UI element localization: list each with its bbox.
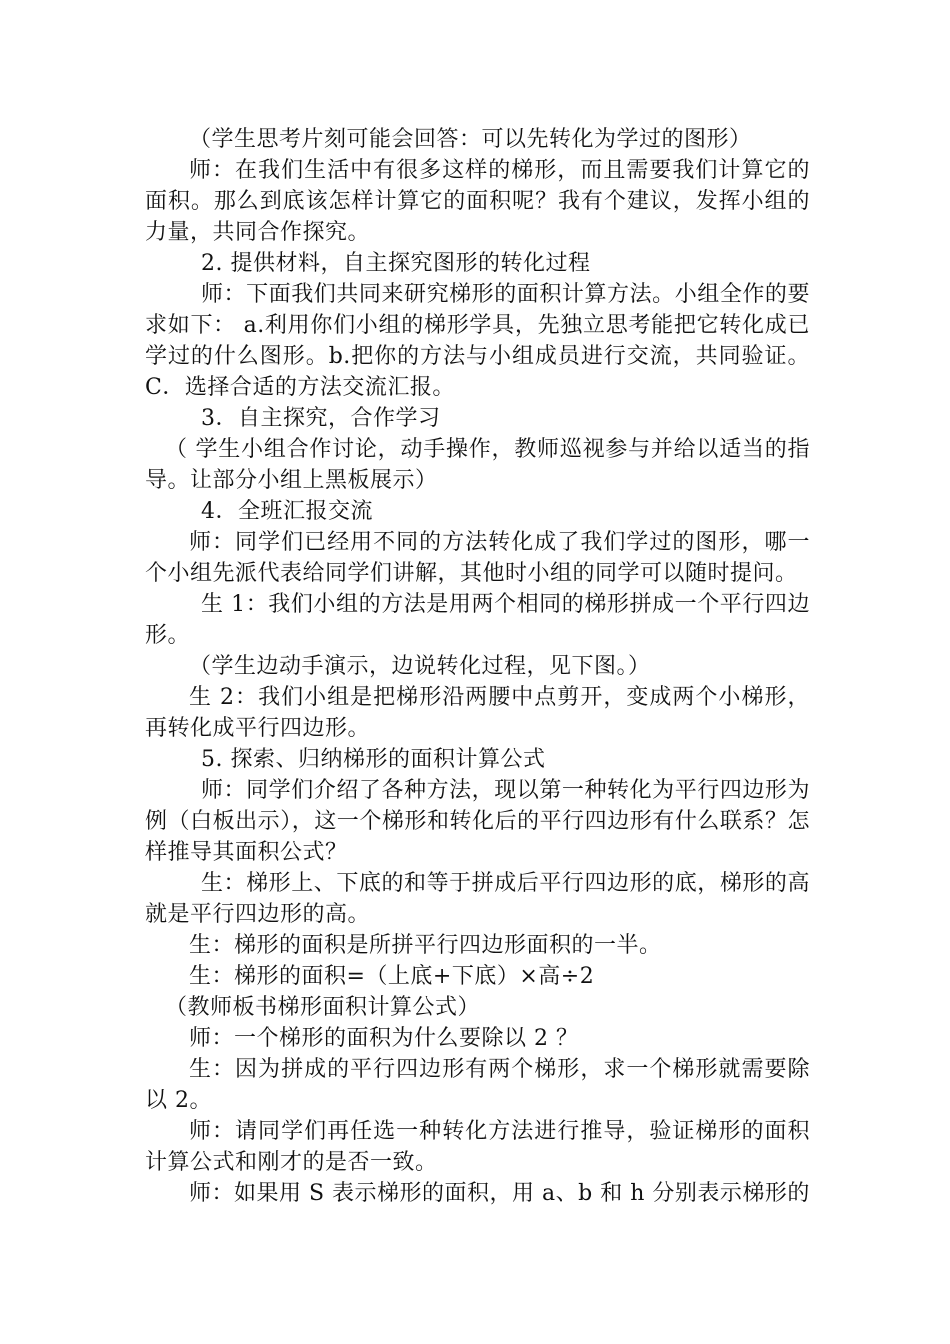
paragraph: （学生边动手演示，边说转化过程，见下图。） xyxy=(189,654,651,679)
section-heading: 3．自主探究，合作学习 xyxy=(201,406,441,431)
section-heading: 2. 提供材料，自主探究图形的转化过程 xyxy=(201,251,591,276)
paragraph: 生：因为拼成的平行四边形有两个梯形，求一个梯形就需要除以 2。 xyxy=(145,1057,810,1113)
formula-paragraph: 生：梯形的面积=（上底+下底）×高÷2 xyxy=(189,964,595,989)
paragraph: 师：下面我们共同来研究梯形的面积计算方法。小组全作的要求如下： a.利用你们小组的梯形学具，先独立思考能把它转化成已学过的什么图形。b.把你的方法与小组成员进行交流，共同验证。C．选择合适的方法交流汇报。 xyxy=(145,282,810,400)
paragraph: （学生思考片刻可能会回答：可以先转化为学过的图形） xyxy=(189,127,752,152)
lesson-text-body xyxy=(145,124,810,1209)
paragraph: 生：梯形的面积是所拼平行四边形面积的一半。 xyxy=(189,933,662,958)
paragraph: 师：同学们介绍了各种方法，现以第一种转化为平行四边形为例（白板出示），这一个梯形和转化后的平行四边形有什么联系？怎样推导其面积公式？ xyxy=(145,778,810,865)
section-heading: 4．全班汇报交流 xyxy=(201,499,373,524)
paragraph: 生 2：我们小组是把梯形沿两腰中点剪开，变成两个小梯形，再转化成平行四边形。 xyxy=(145,685,810,741)
paragraph: 生：梯形上、下底的和等于拼成后平行四边形的底，梯形的高就是平行四边形的高。 xyxy=(145,871,810,927)
section-heading: 5. 探索、归纳梯形的面积计算公式 xyxy=(201,747,546,772)
paragraph: （教师板书梯形面积计算公式） xyxy=(165,995,481,1020)
paragraph: 师：一个梯形的面积为什么要除以 2 ？ xyxy=(189,1026,579,1051)
paragraph: 师：请同学们再任选一种转化方法进行推导，验证梯形的面积计算公式和刚才的是否一致。 xyxy=(145,1119,810,1175)
paragraph: 师：如果用 S 表示梯形的面积，用 a、b 和 h 分别表示梯形的 xyxy=(189,1181,810,1206)
paragraph: 生 1：我们小组的方法是用两个相同的梯形拼成一个平行四边形。 xyxy=(145,592,810,648)
paragraph: 师：同学们已经用不同的方法转化成了我们学过的图形，哪一个小组先派代表给同学们讲解，其他时小组的同学可以随时提问。 xyxy=(145,530,810,586)
paragraph: （ 学生小组合作讨论，动手操作，教师巡视参与并给以适当的指导。让部分小组上黑板展示） xyxy=(145,437,810,493)
paragraph: 师：在我们生活中有很多这样的梯形，而且需要我们计算它的面积。那么到底该怎样计算它的面积呢？我有个建议，发挥小组的力量，共同合作探究。 xyxy=(145,158,810,245)
